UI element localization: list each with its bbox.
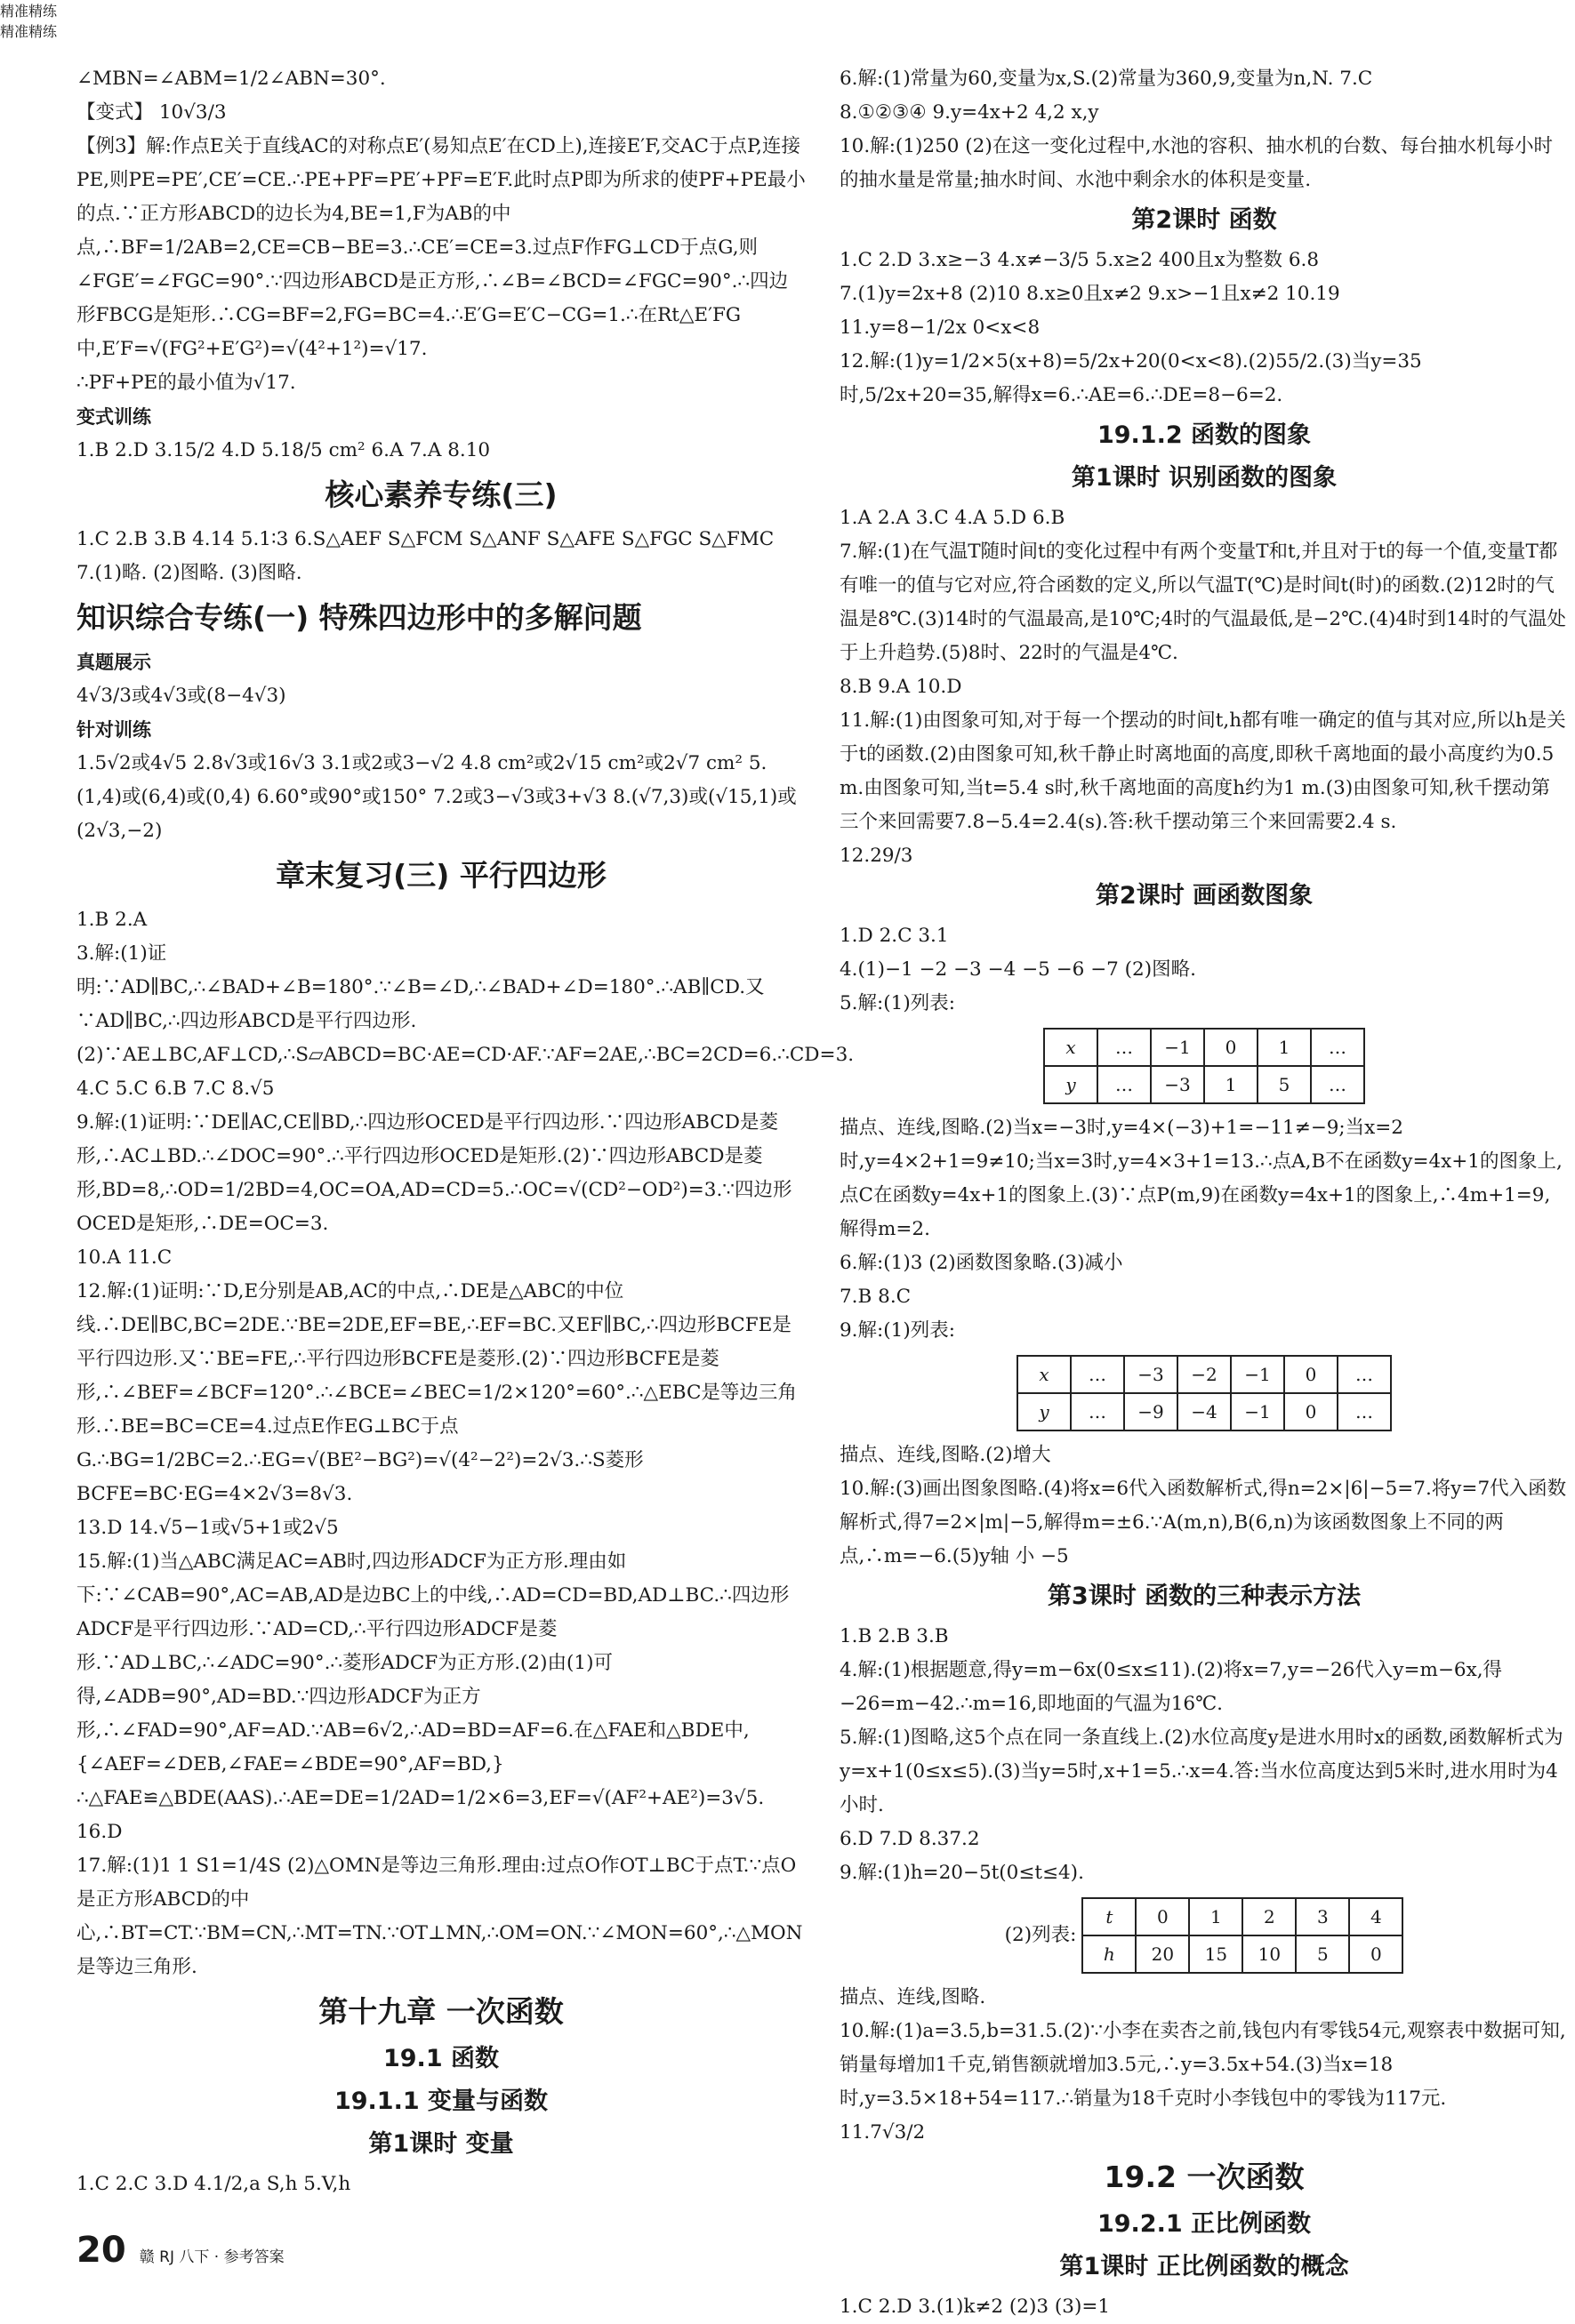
table-row <box>1017 1356 1391 1393</box>
table-cell: … <box>1071 1356 1124 1393</box>
answer-paragraph: 9.解:(1)列表: <box>840 1319 955 1342</box>
answer-paragraph: 1.5√2或4√5 2.8√3或16√3 3.1或2或3−√2 4.8 cm²或2√15 cm²或2√7 cm² 5.(1,4)或(6,4)或(0,4) 6.60°或90°或150° 7.2或3−√3或3+√3 8.(√7,3)或(√15,1)或(2√3,−2) <box>76 752 797 842</box>
table-cell: h <box>1082 1935 1136 1973</box>
table-row <box>1082 1935 1402 1973</box>
answer-paragraph: 16.D <box>76 1821 123 1843</box>
subsection-label: 针对训练 <box>76 719 151 741</box>
section-heading: 知识综合专练(一) 特殊四边形中的多解问题 <box>76 600 642 635</box>
value-table-block <box>840 1021 1569 1111</box>
table-cell: y <box>1017 1393 1071 1430</box>
answer-paragraph: 1.D 2.C 3.1 <box>840 925 949 947</box>
table-cell: −1 <box>1151 1029 1204 1066</box>
section-heading: 19.2 一次函数 <box>1104 2160 1305 2194</box>
value-table-block <box>840 1348 1569 1438</box>
subsection-heading: 19.1.1 变量与函数 <box>333 2088 549 2115</box>
section-heading: 章末复习(三) 平行四边形 <box>276 858 607 893</box>
answer-paragraph: ∠MBN=∠ABM=1/2∠ABN=30°. <box>76 68 386 90</box>
subsection-heading: 19.2.1 正比例函数 <box>1097 2210 1312 2238</box>
answer-paragraph: 6.D 7.D 8.37.2 <box>840 1828 980 1850</box>
table-row <box>1044 1029 1364 1066</box>
answer-paragraph: 10.解:(3)画出图象图略.(4)将x=6代入函数解析式,得n=2×|6|−5=7.将y=7代入函数解析式,得7=2×|m|−5,解得m=±6.∵A(m,n),B(6,n)为该函数图象上不同的两点,∴m=−6.(5)y轴 小 −5 <box>840 1478 1567 1567</box>
answer-paragraph: 17.解:(1)1 1 S1=1/4S (2)△OMN是等边三角形.理由:过点O作OT⊥BC于点T.∵点O是正方形ABCD的中心,∴BT=CT.∵BM=CN,∴MT=TN.∵OT⊥MN,∴OM=ON.∵∠MON=60°,∴△MON是等边三角形. <box>76 1855 803 1978</box>
answer-paragraph: 1.C 2.B 3.B 4.14 5.1∶3 6.S△AEF S△FCM S△ANF S△AFE S△FGC S△FMC <box>76 528 775 550</box>
answer-paragraph: 10.A 11.C <box>76 1246 173 1269</box>
answer-paragraph: 1.B 2.A <box>76 909 148 931</box>
value-table <box>1081 1897 1403 1974</box>
section-heading: 核心素养专练(三) <box>325 477 558 512</box>
left-column <box>76 62 855 2201</box>
footer-note: 赣 RJ 八下 · 参考答案 <box>139 2248 285 2266</box>
table-cell: −1 <box>1231 1393 1284 1430</box>
answer-paragraph: 11.y=8−1/2x 0<x<8 <box>840 317 1041 339</box>
subsection-heading: 第3课时 函数的三种表示方法 <box>1047 1583 1362 1610</box>
table-cell: 5 <box>1296 1935 1349 1973</box>
answer-paragraph: 描点、连线,图略.(2)增大 <box>840 1444 1051 1466</box>
subsection-heading: 第1课时 正比例函数的概念 <box>1059 2253 1349 2280</box>
table-cell: … <box>1311 1066 1364 1103</box>
answer-paragraph: 12.29/3 <box>840 845 913 867</box>
answer-paragraph: 10.解:(1)a=3.5,b=31.5.(2)∵小李在卖杏之前,钱包内有零钱54元,观察表中数据可知,销量每增加1千克,销售额就增加3.5元,∴y=3.5x+54.(3)当x=18时,y=3.5×18+54=117.∴销量为18千克时小李钱包中的零钱为117元. <box>840 2020 1566 2110</box>
table-cell: 0 <box>1204 1029 1258 1066</box>
answer-paragraph: 8.①②③④ 9.y=4x+2 4,2 x,y <box>840 101 1099 124</box>
page-footer <box>76 2230 285 2271</box>
table-cell: … <box>1311 1029 1364 1066</box>
table-cell: 5 <box>1258 1066 1311 1103</box>
table-cell: … <box>1338 1393 1391 1430</box>
subsection-label: 变式训练 <box>76 406 151 428</box>
table-cell: 1 <box>1189 1898 1242 1935</box>
answer-paragraph: 1.A 2.A 3.C 4.A 5.D 6.B <box>840 507 1065 529</box>
table-row <box>1044 1066 1364 1103</box>
answer-paragraph: 1.C 2.C 3.D 4.1/2,a S,h 5.V,h <box>76 2173 351 2195</box>
table-cell: 10 <box>1242 1935 1296 1973</box>
table-cell: 0 <box>1284 1356 1338 1393</box>
table-cell: x <box>1017 1356 1071 1393</box>
table-cell: 0 <box>1349 1935 1402 1973</box>
answer-paragraph: 12.解:(1)y=1/2×5(x+8)=5/2x+20(0<x<8).(2)55/2.(3)当y=35时,5/2x+20=35,解得x=6.∴AE=6.∴DE=8−6=2. <box>840 350 1422 406</box>
value-table <box>1043 1028 1365 1104</box>
subsection-label: 真题展示 <box>76 652 151 673</box>
answer-paragraph: 5.解:(1)图略,这5个点在同一条直线上.(2)水位高度y是进水用时x的函数,函数解析式为y=x+1(0≤x≤5).(3)当y=5时,x+1=5.∴x=4.答:当水位高度达到5米时,进水用时为4小时. <box>840 1727 1563 1816</box>
watermark: 精准精练 <box>0 3 58 20</box>
answer-paragraph: 1.B 2.B 3.B <box>840 1625 949 1647</box>
answer-paragraph: 4.(1)−1 −2 −3 −4 −5 −6 −7 (2)图略. <box>840 958 1196 981</box>
table-cell: 15 <box>1189 1935 1242 1973</box>
subsection-heading: 第1课时 识别函数的图象 <box>1071 464 1338 492</box>
table-cell: y <box>1044 1066 1097 1103</box>
subsection-heading: 第2课时 画函数图象 <box>1095 882 1314 910</box>
answer-paragraph: 1.C 2.D 3.(1)k≠2 (2)3 (3)=1 <box>840 2296 1111 2318</box>
answer-paragraph: 8.B 9.A 10.D <box>840 676 962 698</box>
table-cell: −1 <box>1231 1356 1284 1393</box>
table-label: (2)列表: <box>1004 1924 1077 1946</box>
watermark: 精准精练 <box>0 23 58 40</box>
answer-paragraph: 【变式】 10√3/3 <box>76 101 227 124</box>
table-cell: … <box>1071 1393 1124 1430</box>
answer-paragraph: 【例3】解:作点E关于直线AC的对称点E′(易知点E′在CD上),连接E′F,交AC于点P,连接PE,则PE=PE′,CE′=CE.∴PE+PF=PE′+PF=E′F.此时点P即为所求的使PF+PE最小的点.∵正方形ABCD的边长为4,BE=1,F为AB的中点,∴BF=1/2AB=2,CE=CB−BE=3.∴CE′=CE=3.过点F作FG⊥CD于点G,则∠FGE′=∠FGC=90°.∵四边形ABCD是正方形,∴∠B=∠BCD=∠FGC=90°.∴四边形FBCG是矩形.∴CG=BF=2,FG=BC=4.∴E′G=E′C−CG=1.∴在Rt△E′FG中,E′F=√(FG²+E′G²)=√(4²+1²)=√17. <box>76 135 806 360</box>
table-cell: 0 <box>1136 1898 1189 1935</box>
value-table-block <box>840 1890 1569 1981</box>
answer-paragraph: 7.(1)y=2x+8 (2)10 8.x≥0且x≠2 9.x>−1且x≠2 10.19 <box>840 283 1340 305</box>
answer-paragraph: 1.B 2.D 3.15/2 4.D 5.18/5 cm² 6.A 7.A 8.10 <box>76 439 491 461</box>
answer-paragraph: 4√3/3或4√3或(8−4√3) <box>76 685 286 707</box>
answer-paragraph: 6.解:(1)常量为60,变量为x,S.(2)常量为360,9,变量为n,N. 7.C <box>840 68 1373 90</box>
table-cell: 1 <box>1204 1066 1258 1103</box>
table-row <box>1082 1898 1402 1935</box>
table-cell: x <box>1044 1029 1097 1066</box>
table-cell: … <box>1097 1066 1151 1103</box>
subsection-heading: 第1课时 变量 <box>368 2130 514 2158</box>
table-cell: −2 <box>1177 1356 1231 1393</box>
answer-paragraph: 7.(1)略. (2)图略. (3)图略. <box>76 562 302 584</box>
answer-paragraph: 描点、连线,图略. <box>840 1986 986 2008</box>
answer-paragraph: 4.解:(1)根据题意,得y=m−6x(0≤x≤11).(2)将x=7,y=−26代入y=m−6x,得−26=m−42.∴m=16,即地面的气温为16℃. <box>840 1659 1503 1715</box>
answer-paragraph: 11.7√3/2 <box>840 2121 926 2144</box>
answer-paragraph: 4.C 5.C 6.B 7.C 8.√5 <box>76 1078 275 1100</box>
answer-paragraph: 15.解:(1)当△ABC满足AC=AB时,四边形ADCF为正方形.理由如下:∵∠CAB=90°,AC=AB,AD是边BC上的中线,∴AD=CD=BD,AD⊥BC.∴四边形ADCF是平行四边形.∵AD=CD,∴平行四边形ADCF是菱形.∵AD⊥BC,∴∠ADC=90°.∴菱形ADCF为正方形.(2)由(1)可得,∠ADB=90°,AD=BD.∵四边形ADCF为正方形,∴∠FAD=90°,AF=AD.∵AB=6√2,∴AD=BD=AF=6.在△FAE和△BDE中,{∠AEF=∠DEB,∠FAE=∠BDE=90°,AF=BD,} ∴△FAE≌△BDE(AAS).∴AE=DE=1/2AD=1/2×6=3,EF=√(AF²+AE²)=3√5. <box>76 1551 790 1809</box>
table-cell: 0 <box>1284 1393 1338 1430</box>
answer-paragraph: 3.解:(1)证明:∵AD∥BC,∴∠BAD+∠B=180°.∵∠B=∠D,∴∠BAD+∠D=180°.∴AB∥CD.又∵AD∥BC,∴四边形ABCD是平行四边形.(2)∵AE⊥BC,AF⊥CD,∴S▱ABCD=BC·AE=CD·AF.∵AF=2AE,∴BC=2CD=6.∴CD=3. <box>76 942 855 1066</box>
table-cell: 1 <box>1258 1029 1311 1066</box>
table-cell: 20 <box>1136 1935 1189 1973</box>
answer-paragraph: 11.解:(1)由图象可知,对于每一个摆动的时间t,h都有唯一确定的值与其对应,所以h是关于t的函数.(2)由图象可知,秋千静止时离地面的高度,即秋千离地面的最小高度约为0.5 m.由图象可知,当t=5.4 s时,秋千离地面的高度h约为1 m.(3)由图象可知,秋千摆动第三个来回需要7.8−5.4=2.4(s).答:秋千摆动第三个来回需要2.4 s. <box>840 709 1566 833</box>
section-heading: 第十九章 一次函数 <box>318 1994 564 2029</box>
table-cell: … <box>1338 1356 1391 1393</box>
answer-paragraph: 7.B 8.C <box>840 1286 912 1308</box>
right-column <box>840 62 1569 2324</box>
table-row <box>1017 1393 1391 1430</box>
answer-paragraph: 10.解:(1)250 (2)在这一变化过程中,水池的容积、抽水机的台数、每台抽水机每小时的抽水量是常量;抽水时间、水池中剩余水的体积是变量. <box>840 135 1554 191</box>
value-table <box>1017 1355 1392 1431</box>
page-number: 20 <box>76 2230 126 2271</box>
subsection-heading: 第2课时 函数 <box>1131 206 1277 234</box>
answer-paragraph: 9.解:(1)证明:∵DE∥AC,CE∥BD,∴四边形OCED是平行四边形.∵四边形ABCD是菱形,∴AC⊥BD.∴∠DOC=90°.∴平行四边形OCED是矩形.(2)∵四边形ABCD是菱形,BD=8,∴OD=1/2BD=4,OC=OA,AD=CD=5.∴OC=√(CD²−OD²)=3.∵四边形OCED是矩形,∴DE=OC=3. <box>76 1111 792 1235</box>
subsection-heading: 19.1.2 函数的图象 <box>1097 421 1312 449</box>
subsection-heading: 19.1 函数 <box>382 2045 500 2072</box>
table-cell: −3 <box>1124 1356 1177 1393</box>
answer-paragraph: 7.解:(1)在气温T随时间t的变化过程中有两个变量T和t,并且对于t的每一个值,变量T都有唯一的值与它对应,符合函数的定义,所以气温T(℃)是时间t(时)的函数.(2)12时的气温是8℃.(3)14时的气温最高,是10℃;4时的气温最低,是−2℃.(4)4时到14时的气温处于上升趋势.(5)8时、22时的气温是4℃. <box>840 541 1566 664</box>
answer-paragraph: 1.C 2.D 3.x≥−3 4.x≠−3/5 5.x≥2 400且x为整数 6.8 <box>840 249 1320 271</box>
table-cell: −9 <box>1124 1393 1177 1430</box>
table-cell: 3 <box>1296 1898 1349 1935</box>
table-cell: −4 <box>1177 1393 1231 1430</box>
answer-paragraph: 描点、连线,图略.(2)当x=−3时,y=4×(−3)+1=−11≠−9;当x=2时,y=4×2+1=9≠10;当x=3时,y=4×3+1=13.∴点A,B不在函数y=4x+1的图象上,点C在函数y=4x+1的图象上.(3)∵点P(m,9)在函数y=4x+1的图象上,∴4m+1=9,解得m=2. <box>840 1117 1563 1240</box>
table-cell: … <box>1097 1029 1151 1066</box>
answer-paragraph: 5.解:(1)列表: <box>840 992 955 1014</box>
answer-paragraph: ∴PF+PE的最小值为√17. <box>76 372 296 394</box>
table-cell: t <box>1082 1898 1136 1935</box>
table-cell: −3 <box>1151 1066 1204 1103</box>
table-cell: 2 <box>1242 1898 1296 1935</box>
answer-paragraph: 9.解:(1)h=20−5t(0≤t≤4). <box>840 1862 1084 1884</box>
table-cell: 4 <box>1349 1898 1402 1935</box>
answer-paragraph: 13.D 14.√5−1或√5+1或2√5 <box>76 1517 339 1539</box>
answer-paragraph: 12.解:(1)证明:∵D,E分别是AB,AC的中点,∴DE是△ABC的中位线.∴DE∥BC,BC=2DE.∵BE=2DE,EF=BE,∴EF=BC.又EF∥BC,∴四边形BCFE是平行四边形.又∵BE=FE,∴平行四边形BCFE是菱形.(2)∵四边形BCFE是菱形,∴∠BEF=∠BCF=120°.∴∠BCE=∠BEC=1/2×120°=60°.∴△EBC是等边三角形.∴BE=BC=CE=4.过点E作EG⊥BC于点G.∴BG=1/2BC=2.∴EG=√(BE²−BG²)=√(4²−2²)=2√3.∴S菱形BCFE=BC·EG=4×2√3=8√3. <box>76 1280 797 1505</box>
answer-paragraph: 6.解:(1)3 (2)函数图象略.(3)减小 <box>840 1252 1123 1274</box>
